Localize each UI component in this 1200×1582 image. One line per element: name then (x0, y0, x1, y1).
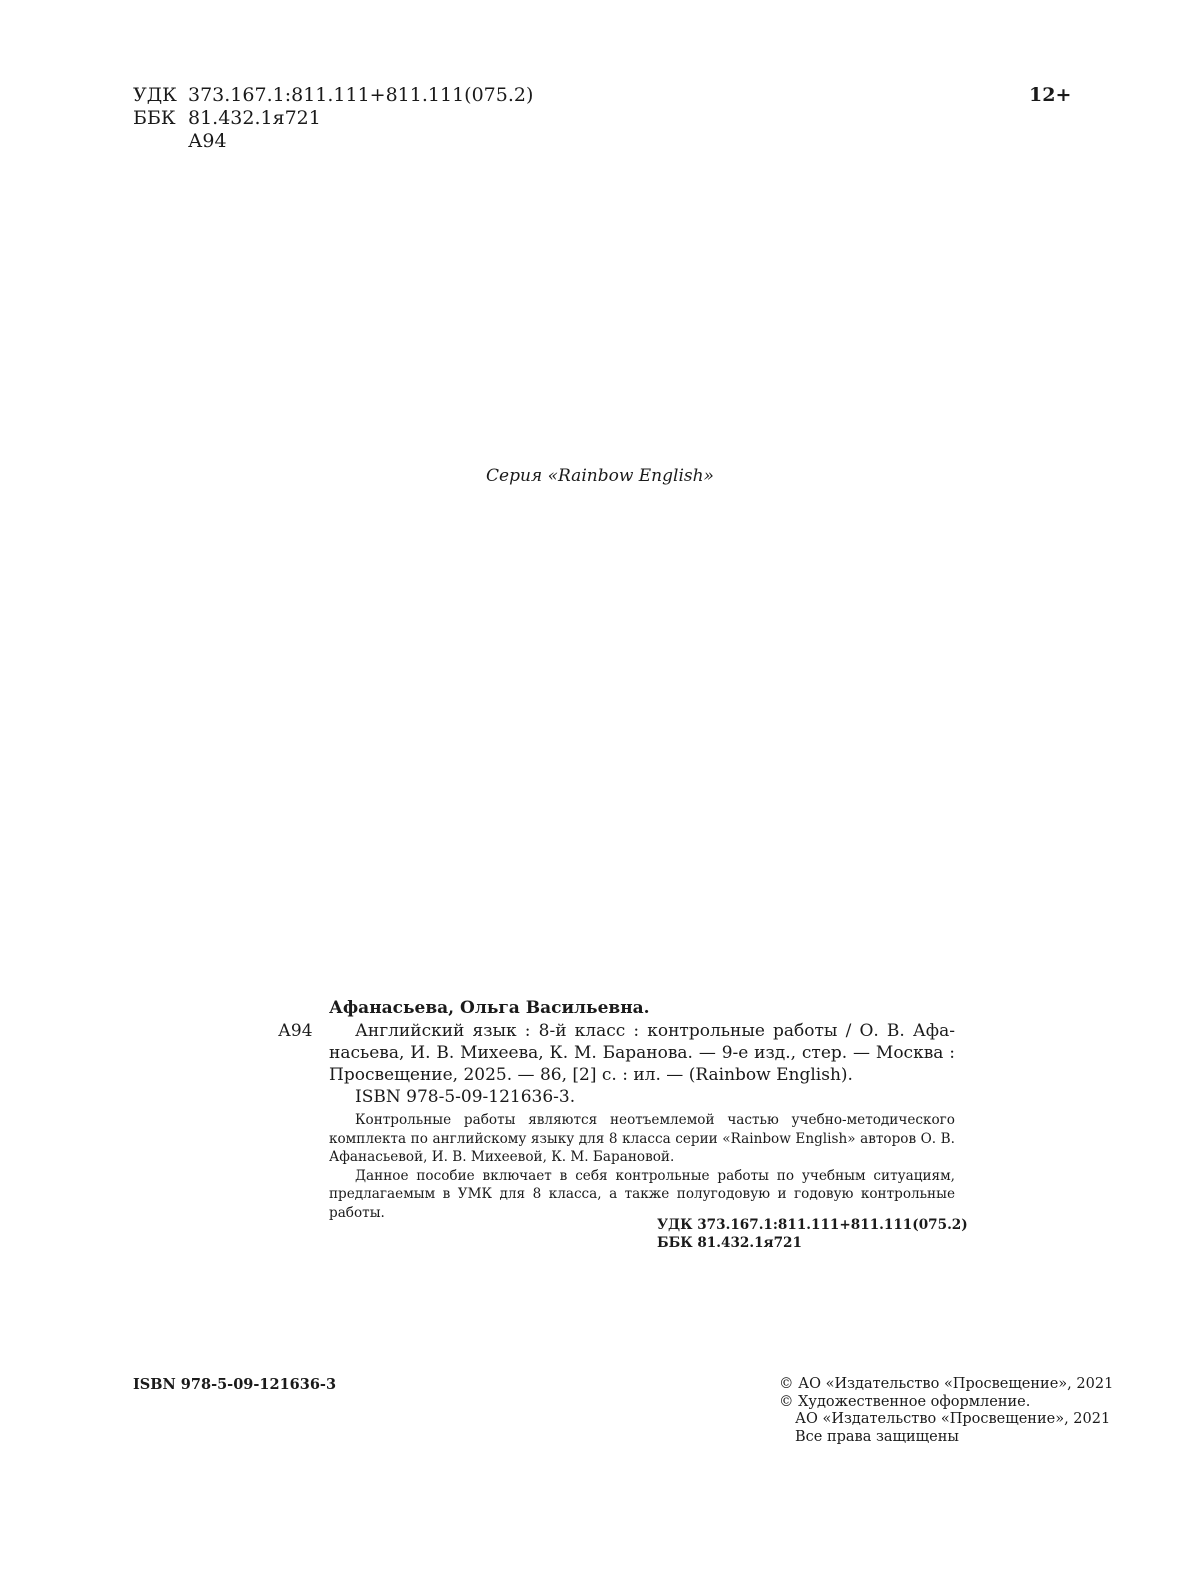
classification-block (133, 84, 533, 153)
udk-value: 373.167.1:811.111+811.111(075.2) (188, 84, 534, 106)
copyright-block (779, 1376, 1113, 1446)
copyright-line: © АО «Издательство «Просвещение», 2021 (779, 1376, 1114, 1392)
card-udk: УДК 373.167.1:811.111+811.111(075.2) (657, 1217, 968, 1233)
age-rating: 12+ (1029, 84, 1072, 106)
description-line: насьева, И. В. Михеева, К. М. Баранова. — 9-е изд., стер. — Москва : (329, 1043, 955, 1063)
udk-label: УДК (133, 84, 177, 106)
description-line: Просвещение, 2025. — 86, [2] с. : ил. — (Rainbow English). (329, 1065, 853, 1085)
copyright-line: АО «Издательство «Просвещение», 2021 (795, 1411, 1111, 1427)
card-isbn: ISBN 978-5-09-121636-3. (355, 1087, 576, 1107)
copyright-line: © Художественное оформление. (779, 1393, 1031, 1410)
bbk-label: ББК (133, 107, 176, 129)
bbk-value: 81.432.1я721 (188, 107, 321, 129)
bbk-line (133, 107, 533, 130)
card-code: А94 (278, 1021, 313, 1041)
card-classification (657, 1216, 968, 1252)
annotation-paragraph: Контрольные работы являются неотъемлемой частью учебно-методического комплекта по английскому языку для 8 класса серии «Rainbow English» авторов О. В. Афанасьевой, И. В. Михеевой, К. М. Барановой. (329, 1112, 955, 1165)
copyright-line: Все права защищены (795, 1428, 959, 1445)
author-code-line (133, 130, 533, 153)
footer-isbn: ISBN 978-5-09-121636-3 (133, 1376, 337, 1393)
card-bbk: ББК 81.432.1я721 (657, 1235, 802, 1251)
card-description (329, 1020, 955, 1086)
description-line: Английский язык : 8-й класс : контрольные работы / О. В. Афа- (355, 1021, 955, 1041)
udk-line (133, 84, 533, 107)
author-code: А94 (188, 130, 227, 152)
card-annotation (329, 1111, 955, 1222)
annotation-paragraph: Данное пособие включает в себя контрольные работы по учебным ситуациям, предлагаемым в УМК для 8 класса, а также полугодовую и годовую контрольные работы. (329, 1167, 955, 1221)
series-title: Серия «Rainbow English» (486, 466, 714, 486)
card-author: Афанасьева, Ольга Васильевна. (329, 998, 650, 1018)
